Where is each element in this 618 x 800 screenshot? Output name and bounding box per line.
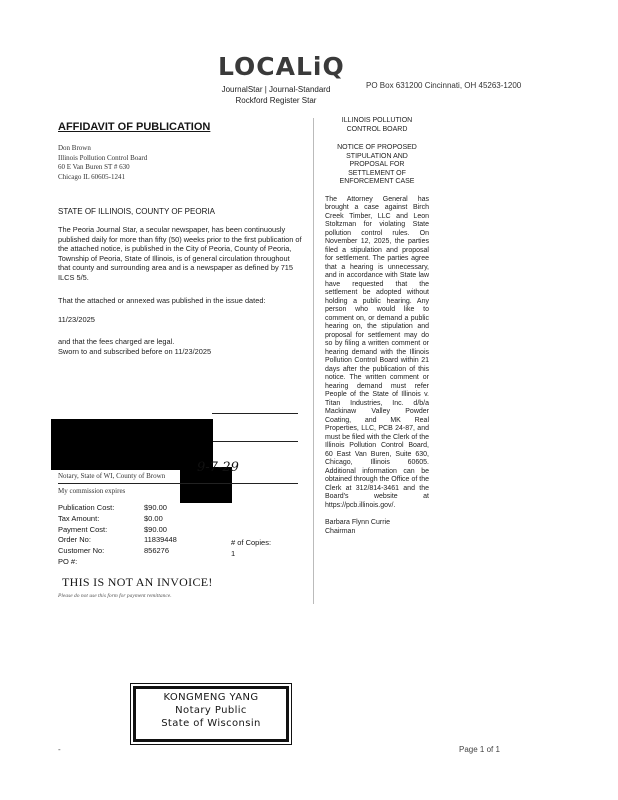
fee-row bbox=[58, 546, 224, 557]
stamp-line: State of Wisconsin bbox=[161, 718, 261, 729]
notice-subheading-line: STIPULATION AND bbox=[346, 152, 408, 160]
address-line: 60 E Van Buren ST # 630 bbox=[58, 163, 130, 171]
brand-line-2: Rockford Register Star bbox=[235, 96, 317, 105]
notice-signer: Barbara Flynn Currie bbox=[325, 519, 390, 526]
not-invoice-title: THIS IS NOT AN INVOICE! bbox=[62, 575, 213, 589]
notice-subheading-line: NOTICE OF PROPOSED bbox=[337, 144, 417, 151]
notice-subheading-line: ENFORCEMENT CASE bbox=[339, 178, 415, 185]
handwritten-date: 9-7-29 bbox=[197, 460, 239, 475]
fee-row bbox=[58, 557, 224, 568]
notice-signer-title: Chairman bbox=[325, 527, 356, 535]
notice-subheading bbox=[325, 144, 429, 187]
stamp-line: KONGMENG YANG bbox=[163, 692, 259, 703]
notice-subheading-line: PROPOSAL FOR bbox=[349, 161, 405, 168]
notice-heading-line: ILLINOIS POLLUTION bbox=[341, 117, 413, 124]
publication-date: 11/23/2025 bbox=[58, 315, 95, 324]
po-box-address: PO Box 631200 Cincinnati, OH 45263-1200 bbox=[366, 81, 522, 90]
affidavit-title: AFFIDAVIT OF PUBLICATION bbox=[58, 121, 211, 133]
address-line: Chicago IL 60605-1241 bbox=[58, 172, 126, 181]
brand-line-1: JournalStar | Journal-Standard bbox=[221, 85, 331, 94]
recipient-address bbox=[58, 144, 147, 182]
signature-line bbox=[58, 483, 298, 484]
brand-names bbox=[206, 84, 346, 106]
address-line: Illinois Pollution Control Board bbox=[58, 153, 148, 162]
notary-county-line: Notary, State of WI, County of Brown bbox=[58, 472, 166, 480]
fee-value bbox=[144, 557, 224, 568]
stamp-line: Notary Public bbox=[175, 705, 247, 716]
fee-label: Tax Amount: bbox=[58, 513, 100, 523]
fee-table bbox=[58, 503, 224, 568]
affidavit-body: The Peoria Journal Star, a secular newspaper, has been continuously published daily for more than fifty (50) weeks prior to the first publication of the attached notice, is published in the City of Peoria, County of Peoria, Township of Peoria, State of Illinois, is of general circulation throughout that county and surrounding area and is a newspaper as defined by 715 ILCS 5/5. bbox=[58, 225, 302, 282]
fee-value: $90.00 bbox=[144, 503, 167, 512]
address-line: Don Brown bbox=[58, 144, 91, 152]
state-county-line: STATE OF ILLINOIS, COUNTY OF PEORIA bbox=[58, 207, 215, 216]
fees-statement bbox=[58, 337, 308, 356]
fee-label: Publication Cost: bbox=[58, 503, 115, 512]
column-divider bbox=[313, 118, 314, 604]
publication-statement: That the attached or annexed was published in the issue dated: bbox=[58, 296, 266, 305]
fee-label: Customer No: bbox=[58, 546, 105, 556]
fee-row bbox=[58, 535, 224, 546]
fee-value: 11839448 bbox=[144, 535, 177, 545]
fee-label: Payment Cost: bbox=[58, 524, 108, 534]
fee-label: PO #: bbox=[58, 556, 78, 566]
fee-value: $90.00 bbox=[144, 524, 167, 534]
notice-heading-line: CONTROL BOARD bbox=[346, 125, 408, 133]
commission-expires: My commission expires bbox=[58, 487, 126, 495]
fee-row bbox=[58, 514, 224, 525]
legal-notice bbox=[325, 117, 429, 536]
fee-value: $0.00 bbox=[144, 513, 163, 523]
notice-body: The Attorney General has brought a case against Birch Creek Timber, LLC and Leon Stoltzman for violating State pollution control rules. On November 12, 2025, the parties filed a stipulation and proposal for settlement. The parties agree that a hearing is unnecessary, and in accordance with State law have requested that the settlement be adopted without holding a public hearing. Any person who would like to comment on, or demand a public hearing on, the stipulation and proposal for settlement may do so by filing a written comment or hearing demand with the Illinois Pollution Control Board within 21 days after the publication of this notice. The written comment or hearing demand must refer People of the State of Illinois v. Titan Industries, Inc. d/b/a Mackinaw Valley Powder Coating, and MK Real Properties, LLC, PCB 24-87, and must be filed with the Clerk of the Illinois Pollution Control Board, 60 East Van Buren, Suite 630, Chicago, Illinois 60605. Additional information can be obtained through the Office of the Clerk at 312/814-3461 and the Board's website at https://pcb.illinois.gov/. bbox=[325, 195, 429, 509]
fees-line: and that the fees charged are legal. bbox=[58, 337, 175, 346]
copies-count bbox=[231, 538, 271, 560]
signature-line bbox=[212, 413, 298, 414]
page-number: Page 1 of 1 bbox=[459, 745, 500, 754]
fee-label: Order No: bbox=[58, 535, 91, 545]
localiq-logo: LOCALiQ bbox=[218, 52, 345, 81]
redaction-block bbox=[51, 419, 213, 470]
copies-value: 1 bbox=[231, 548, 236, 558]
notary-stamp bbox=[133, 686, 289, 742]
copies-label: # of Copies: bbox=[231, 538, 272, 547]
sworn-line: Sworn to and subscribed before on 11/23/2025 bbox=[58, 346, 212, 356]
footer-mark: - bbox=[58, 745, 61, 754]
not-invoice-note: Please do not use this form for payment remittance. bbox=[58, 593, 172, 599]
notice-heading bbox=[325, 117, 429, 134]
fee-value: 856276 bbox=[144, 546, 170, 556]
notice-signature bbox=[325, 519, 429, 536]
signature-line bbox=[212, 441, 298, 442]
fee-row bbox=[58, 525, 224, 536]
fee-row bbox=[58, 503, 224, 514]
notice-subheading-line: SETTLEMENT OF bbox=[348, 169, 406, 177]
